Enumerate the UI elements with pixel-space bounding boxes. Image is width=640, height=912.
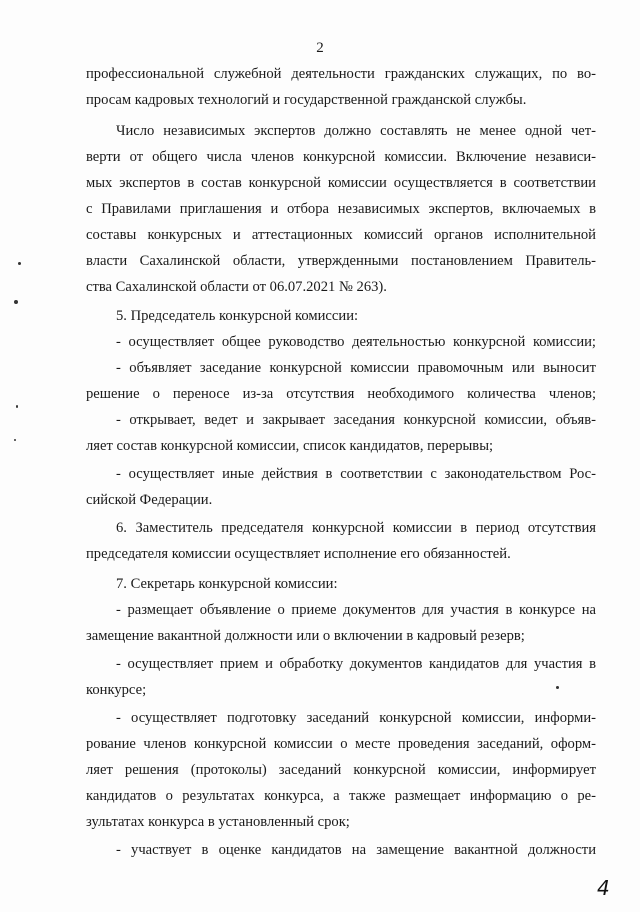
handwritten-mark: 4: [597, 876, 610, 900]
text-line: с Правилами приглашения и отбора независимых экспертов, включаемых в: [86, 201, 596, 217]
section-heading: 5. Председатель конкурсной комиссии:: [116, 308, 359, 324]
text-line: председателя комиссии осуществляет исполнение его обязанностей.: [86, 546, 511, 562]
text-line: - открывает, ведет и закрывает заседания конкурсной комиссии, объяв-: [116, 412, 596, 428]
page-number: 2: [316, 40, 324, 56]
text-line: - осуществляет общее руководство деятельностью конкурсной комиссии;: [116, 334, 596, 350]
text-line: ляет решения (протоколы) заседаний конкурсной комиссии, информирует: [86, 762, 596, 778]
text-line: - осуществляет подготовку заседаний конкурсной комиссии, информи-: [116, 710, 596, 726]
text-line: - участвует в оценке кандидатов на замещение вакантной должности: [116, 842, 596, 858]
text-line: Число независимых экспертов должно составлять не менее одной чет-: [116, 123, 596, 139]
text-line: ства Сахалинской области от 06.07.2021 № 263).: [86, 279, 387, 295]
text-line: рование членов конкурсной комиссии о месте проведения заседаний, оформ-: [86, 736, 596, 752]
scan-speck: [14, 439, 16, 441]
text-line: сийской Федерации.: [86, 492, 213, 508]
text-line: мых экспертов в состав конкурсной комиссии осуществляется в соответствии: [86, 175, 596, 191]
text-line: ляет состав конкурсной комиссии, список кандидатов, перерывы;: [86, 438, 494, 454]
text-line: кандидатов о результатах конкурса, а также размещает информацию о ре-: [86, 788, 596, 804]
section-heading: 6. Заместитель председателя конкурсной комиссии в период отсутствия: [116, 520, 596, 536]
text-line: замещение вакантной должности или о включении в кадровый резерв;: [86, 628, 525, 644]
scan-speck: [16, 405, 18, 408]
text-line: верти от общего числа членов конкурсной комиссии. Включение независи-: [86, 149, 596, 165]
scan-speck: [14, 300, 18, 304]
text-line: профессиональной служебной деятельности гражданских служащих, по во-: [86, 66, 596, 82]
section-heading: 7. Секретарь конкурсной комиссии:: [116, 576, 338, 592]
scan-speck: [18, 262, 21, 265]
scan-speck: [556, 686, 559, 689]
text-line: просам кадровых технологий и государственной гражданской службы.: [86, 92, 527, 108]
text-line: власти Сахалинской области, утвержденными постановлением Правитель-: [86, 253, 596, 269]
text-line: - размещает объявление о приеме документов для участия в конкурсе на: [116, 602, 596, 618]
text-line: - объявляет заседание конкурсной комиссии правомочным или выносит: [116, 360, 596, 376]
text-line: конкурсе;: [86, 682, 147, 698]
text-line: зультатах конкурса в установленный срок;: [86, 814, 350, 830]
text-line: - осуществляет иные действия в соответствии с законодательством Рос-: [116, 466, 596, 482]
text-line: решение о переносе из-за отсутствия необходимого количества членов;: [86, 386, 596, 402]
text-line: - осуществляет прием и обработку документов кандидатов для участия в: [116, 656, 596, 672]
text-line: составы конкурсных и аттестационных комиссий органов исполнительной: [86, 227, 596, 243]
